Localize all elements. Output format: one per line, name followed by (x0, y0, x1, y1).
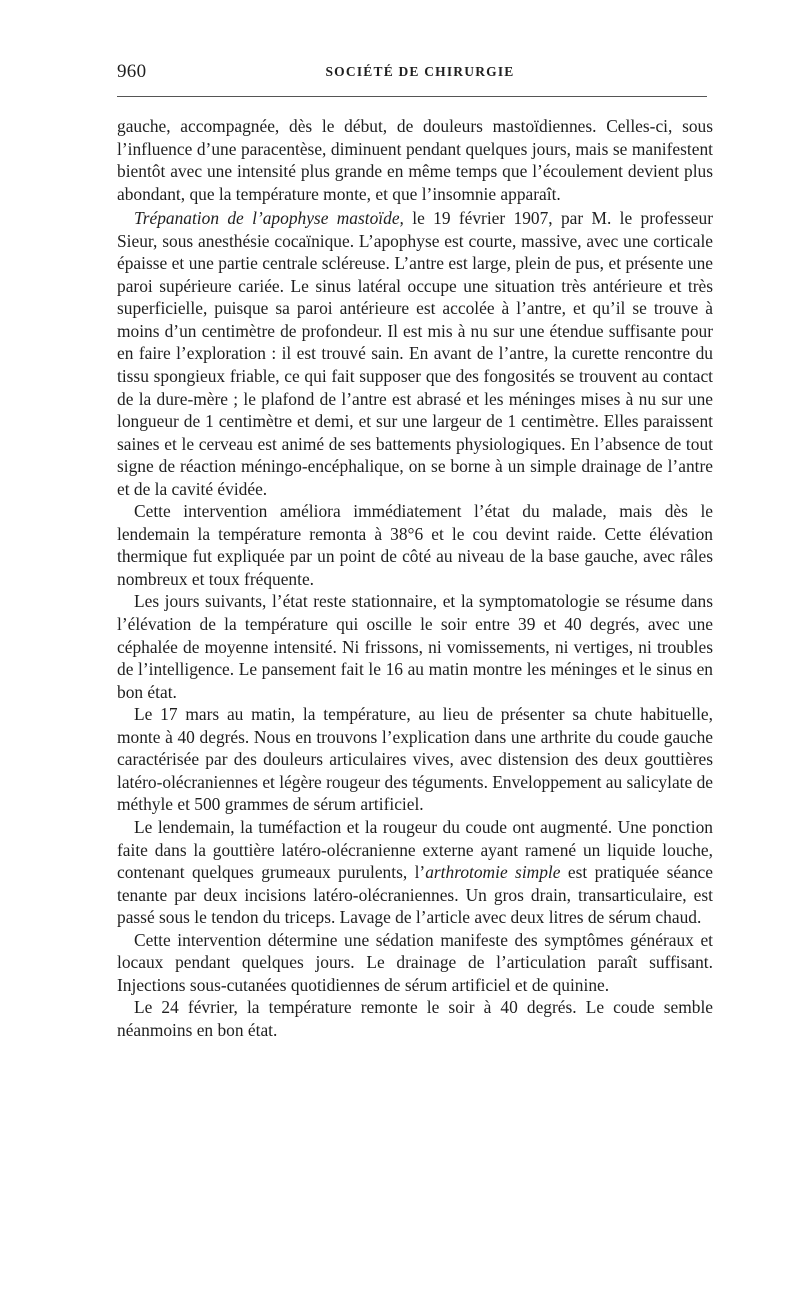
paragraph-8-text: Le 24 février, la température remonte le soir à 40 degrés. Le coude semble néanmoins en bon état. (117, 997, 713, 1040)
paragraph-2 (117, 207, 713, 500)
paragraph-1-text: gauche, accompagnée, dès le début, de douleurs mastoïdiennes. Celles-ci, sous l’influence d’une paracentèse, diminuent pendant quelques jours, mais se manifestent bientôt avec une intensité plus grande en même temps que l’écoulement devient plus abondant, que la température monte, et que l’insomnie apparaît. (117, 116, 713, 204)
paragraph-7 (117, 929, 713, 997)
paragraph-4 (117, 590, 713, 703)
paragraph-8 (117, 996, 713, 1041)
paragraph-3 (117, 500, 713, 590)
paragraph-5-text: Le 17 mars au matin, la température, au lieu de présenter sa chute habituelle, monte à 40 degrés. Nous en trouvons l’explication dans une arthrite du coude gauche caractérisée par des douleurs articulaires vives, avec distension des deux gouttières latéro-olécraniennes et légère rougeur des téguments. Enveloppement au salicylate de méthyle et 500 grammes de sérum artificiel. (117, 704, 713, 815)
paragraph-6-text-before: Le lendemain, la tuméfaction et la rougeur du coude ont augmenté. Une ponction faite dans la gouttière latéro-olécranienne externe ayant ramené un liquide louche, contenant quelques grumeaux purulents, l’ (117, 816, 713, 883)
body-text (117, 115, 713, 1041)
paragraph-3-text: Cette intervention améliora immédiatement l’état du malade, mais dès le lendemain la température remonta à 38°6 et le cou devint raide. Cette élévation thermique fut expliquée par un point de côté au niveau de la base gauche, avec râles nombreux et toux fréquente. (117, 501, 713, 589)
header-rule (117, 96, 707, 97)
paragraph-7-text: Cette intervention détermine une sédation manifeste des symptômes généraux et locaux pendant quelques jours. Le drainage de l’articulation paraît suffisant. Injections sous-cutanées quotidiennes de sérum artificiel et de quinine. (117, 929, 713, 995)
paragraph-6-text-after: est pratiquée séance tenante par deux incisions latéro-olécraniennes. Un gros drain, transarticulaire, est passé sous le tendon du triceps. Lavage de l’article avec deux litres de sérum chaud. (117, 862, 713, 928)
paragraph-4-text: Les jours suivants, l’état reste stationnaire, et la symptomatologie se résume dans l’élévation de la température qui oscille le soir entre 39 et 40 degrés, avec une céphalée de moyenne intensité. Ni frissons, ni vomissements, ni vertiges, ni troubles de l’intelligence. Le pansement fait le 16 au matin montre les méninges et le sinus en bon état. (117, 591, 713, 702)
paragraph-2-text: le 19 février 1907, par M. le professeur Sieur, sous anesthésie cocaïnique. L’apophyse est courte, massive, avec une corticale épaisse et une partie centrale scléreuse. L’antre est large, plein de pus, et présente une paroi supérieure cariée. Le sinus latéral occupe une situation très antérieure et très superficielle, puisque sa paroi antérieure est accolée à l’antre, et qu’il se trouve à moins d’un centimètre de profondeur. Il est mis à nu sur une étendue suffisante pour en faire l’exploration : il est trouvé sain. En avant de l’antre, la curette rencontre du tissu spongieux friable, ce qui fait supposer que des fongosités se trouvent au contact de la dure-mère ; le plafond de l’antre est abrasé et les méninges mises à nu sur une longueur de 1 centimètre et demi, et sur une largeur de 1 centimètre. Elles paraissent saines et le cerveau est animé de ses battements physiologiques. En l’absence de tout signe de réaction méningo-encéphalique, on se borne à un simple drainage de l’antre et de la cavité évidée. (117, 208, 713, 499)
paragraph-6 (117, 816, 713, 929)
paragraph-2-italic-lead: Trépanation de l’apophyse mastoïde, (134, 208, 404, 229)
page-number: 960 (117, 61, 147, 82)
running-head-title: SOCIÉTÉ DE CHIRURGIE (325, 64, 515, 79)
paragraph-5 (117, 703, 713, 816)
paragraph-6-italic: arthrotomie simple (425, 862, 561, 883)
paragraph-1 (117, 115, 713, 205)
